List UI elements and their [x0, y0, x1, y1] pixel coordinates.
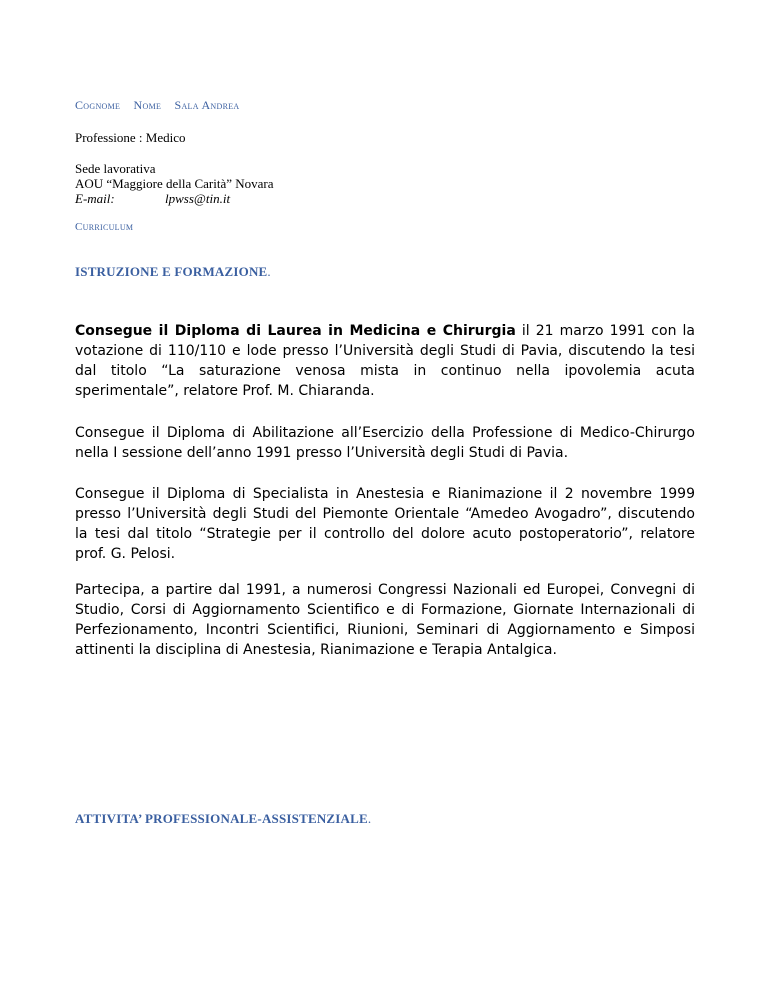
paragraph-laurea-bold: Consegue il Diploma di Laurea in Medicina e Chirurgia: [75, 323, 516, 339]
section-title-attivita-dot: .: [367, 811, 372, 826]
email-line: [75, 191, 274, 206]
sede-value: AOU “Maggiore della Carità” Novara: [75, 176, 274, 191]
email-label: E-mail:: [75, 191, 115, 206]
section-title-attivita-text: ATTIVITA’ PROFESSIONALE-ASSISTENZIALE: [75, 811, 368, 826]
paragraph-congressi: Partecipa, a partire dal 1991, a numerosi Congressi Nazionali ed Europei, Convegni di Studio, Corsi di Aggiornamento Scientifico e di Formazione, Giornate Internazionali di Perfezionamento, Incontri Scientifici, Riunioni, Seminari di Aggiornamento e Simposi attinenti la disciplina di Anestesia, Rianimazione e Terapia Antalgica.: [75, 582, 695, 658]
workplace-block: [75, 161, 274, 206]
section-title-istruzione-dot: .: [267, 264, 271, 279]
nome-label: Nome: [133, 98, 162, 112]
section-title-attivita: [75, 811, 371, 827]
email-value: lpwss@tin.it: [165, 191, 231, 206]
paragraph-laurea: [75, 321, 695, 401]
name-line: [75, 98, 249, 113]
sede-label: Sede lavorativa: [75, 161, 156, 176]
paragraph-specialista: Consegue il Diploma di Specialista in Anestesia e Rianimazione il 2 novembre 1999 presso l’Università degli Studi del Piemonte Orientale “Amedeo Avogadro”, discutendo la tesi dal titolo “Strategie per il controllo del dolore acuto postoperatorio”, relatore prof. G. Pelosi.: [75, 486, 695, 562]
cognome-label: Cognome: [75, 98, 121, 112]
section-title-istruzione-text: ISTRUZIONE E FORMAZIONE: [75, 264, 268, 279]
paragraph-abilitazione: Consegue il Diploma di Abilitazione all’Esercizio della Professione di Medico-Chirurgo nella I sessione dell’anno 1991 presso l’Università degli Studi di Pavia.: [75, 425, 695, 461]
name-value: Sala Andrea: [174, 98, 240, 112]
paragraph-laurea-rest: il 21 marzo 1991 con la votazione di 110/110 e lode presso l’Università degli Studi di Pavia, discutendo la tesi dal titolo “La saturazione venosa mista in continuo nella ipovolemia acuta sperimentale”, relatore Prof. M. Chiaranda.: [75, 323, 695, 399]
profession-line: Professione : Medico: [75, 130, 186, 145]
curriculum-label: Curriculum: [75, 221, 134, 233]
section-title-istruzione: [75, 264, 271, 280]
